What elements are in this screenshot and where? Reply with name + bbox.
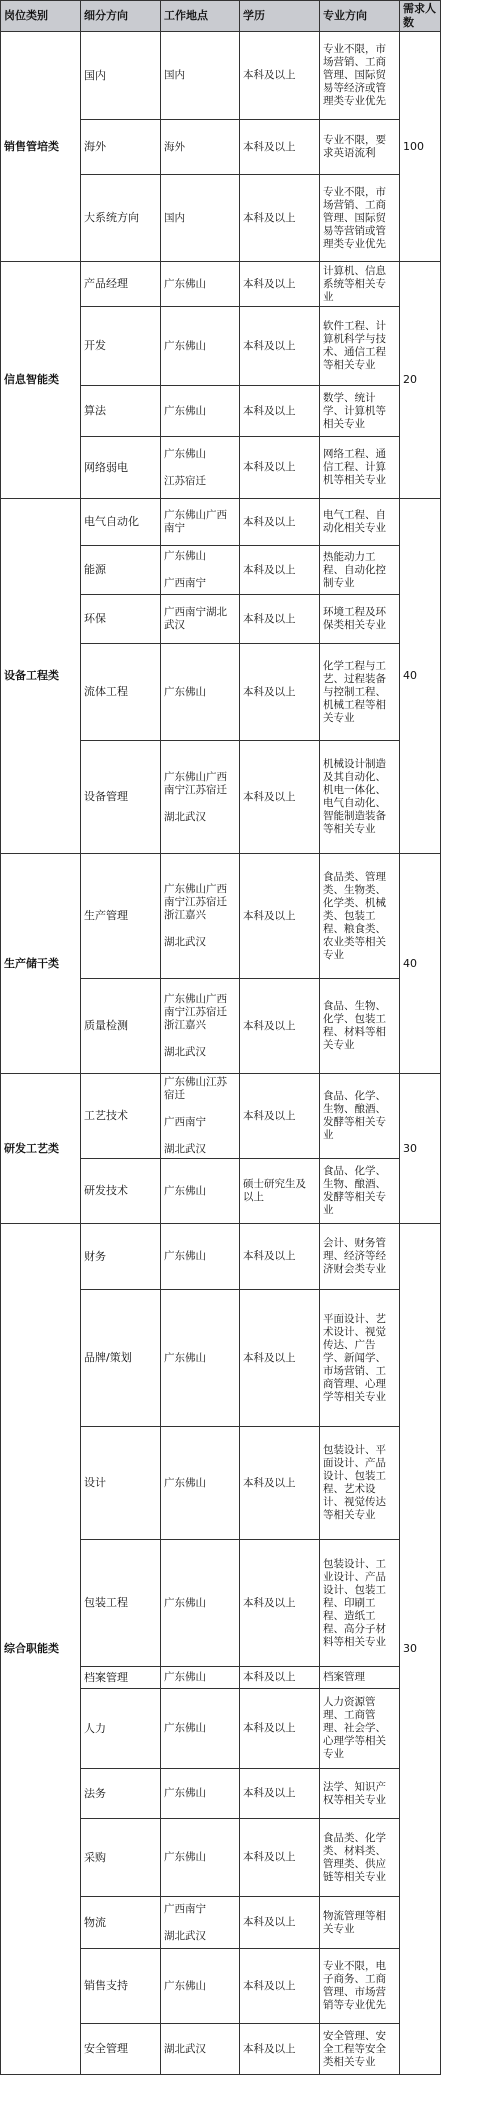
subdirection-cell: 产品经理 bbox=[81, 262, 161, 307]
major-cell: 食品、化学、生物、酿酒、发酵等相关专业 bbox=[320, 1074, 400, 1159]
location-cell bbox=[161, 386, 240, 437]
location-text: 湖北武汉 bbox=[164, 810, 206, 823]
subdirection-cell: 品牌/策划 bbox=[81, 1290, 161, 1427]
location-cell bbox=[161, 1949, 240, 2024]
major-cell: 人力资源管理、工商管理、社会学、心理学等相关专业 bbox=[320, 1689, 400, 1769]
subdirection-cell: 大系统方向 bbox=[81, 175, 161, 262]
location-cell bbox=[161, 2024, 240, 2075]
count-cell: 40 bbox=[400, 499, 441, 854]
location-cell bbox=[161, 1819, 240, 1897]
education-cell: 本科及以上 bbox=[240, 1769, 320, 1819]
major-cell: 包装设计、平面设计、产品设计、包装工程、艺术设计、视觉传达等相关专业 bbox=[320, 1427, 400, 1540]
location-text: 广西南宁 bbox=[164, 577, 206, 589]
location-cell bbox=[161, 120, 240, 175]
location-text: 湖北武汉 bbox=[164, 1046, 206, 1058]
education-cell: 本科及以上 bbox=[240, 1074, 320, 1159]
location-cell bbox=[161, 595, 240, 644]
education-cell: 本科及以上 bbox=[240, 854, 320, 979]
education-cell: 本科及以上 bbox=[240, 175, 320, 262]
location-cell bbox=[161, 1159, 240, 1224]
location-text: 国内 bbox=[164, 69, 185, 81]
location-text: 广东佛山 bbox=[164, 339, 206, 352]
major-cell: 专业不限，市场营销、工商管理、国际贸易等营销或管理类专业优先 bbox=[320, 175, 400, 262]
education-cell: 本科及以上 bbox=[240, 1224, 320, 1290]
location-text: 湖北武汉 bbox=[164, 936, 206, 948]
header-count: 需求人数 bbox=[400, 1, 441, 32]
location-text: 广西南宁 bbox=[164, 1902, 206, 1915]
location-text: 广东佛山 bbox=[164, 1979, 206, 1992]
subdirection-cell: 研发技术 bbox=[81, 1159, 161, 1224]
table-body bbox=[1, 32, 441, 2075]
major-cell: 档案管理 bbox=[320, 1667, 400, 1689]
education-cell: 本科及以上 bbox=[240, 32, 320, 120]
table-row bbox=[1, 32, 441, 120]
location-cell bbox=[161, 262, 240, 307]
major-cell: 网络工程、通信工程、计算机等相关专业 bbox=[320, 437, 400, 499]
location-text: 广东佛山 bbox=[164, 1250, 206, 1262]
education-cell: 本科及以上 bbox=[240, 644, 320, 741]
major-cell: 专业不限，市场营销、工商管理、国际贸易等经济或管理类专业优先 bbox=[320, 32, 400, 120]
subdirection-cell: 开发 bbox=[81, 307, 161, 386]
education-cell: 本科及以上 bbox=[240, 1819, 320, 1897]
location-text: 湖北武汉 bbox=[164, 1929, 206, 1942]
location-cell bbox=[161, 437, 240, 499]
location-cell bbox=[161, 1224, 240, 1290]
subdirection-cell: 包装工程 bbox=[81, 1540, 161, 1667]
major-cell: 化学工程与工艺、过程装备与控制工程、机械工程等相关专业 bbox=[320, 644, 400, 741]
major-cell: 包装设计、工业设计、产品设计、包装工程、印刷工程、造纸工程、高分子材料等相关专业 bbox=[320, 1540, 400, 1667]
location-cell bbox=[161, 1897, 240, 1949]
major-cell: 食品、生物、化学、包装工程、材料等相关专业 bbox=[320, 979, 400, 1074]
subdirection-cell: 物流 bbox=[81, 1897, 161, 1949]
location-text: 广东佛山 bbox=[164, 1722, 206, 1734]
location-cell bbox=[161, 741, 240, 854]
major-cell: 环境工程及环保类相关专业 bbox=[320, 595, 400, 644]
subdirection-cell: 安全管理 bbox=[81, 2024, 161, 2075]
location-text: 广东佛山 bbox=[164, 550, 206, 562]
subdirection-cell: 流体工程 bbox=[81, 644, 161, 741]
location-text: 广东佛山 bbox=[164, 1851, 206, 1863]
location-text: 广东佛山 bbox=[164, 1351, 206, 1364]
subdirection-cell: 设备管理 bbox=[81, 741, 161, 854]
subdirection-cell: 海外 bbox=[81, 120, 161, 175]
location-text: 广东佛山 bbox=[164, 277, 206, 290]
location-text: 广东佛山 bbox=[164, 1184, 206, 1197]
location-text: 湖北武汉 bbox=[164, 1143, 206, 1155]
subdirection-cell: 质量检测 bbox=[81, 979, 161, 1074]
subdirection-cell: 电气自动化 bbox=[81, 499, 161, 546]
category-cell: 研发工艺类 bbox=[1, 1074, 81, 1224]
table-row bbox=[1, 262, 441, 307]
location-text: 江苏宿迁 bbox=[164, 474, 206, 487]
major-cell: 软件工程、计算机科学与技术、通信工程等相关专业 bbox=[320, 307, 400, 386]
location-text: 广东佛山 bbox=[164, 447, 206, 460]
education-cell: 本科及以上 bbox=[240, 262, 320, 307]
major-cell: 数学、统计学、计算机等相关专业 bbox=[320, 386, 400, 437]
education-cell: 本科及以上 bbox=[240, 595, 320, 644]
category-cell: 信息智能类 bbox=[1, 262, 81, 499]
location-text: 广东佛山 bbox=[164, 1476, 206, 1489]
location-cell bbox=[161, 546, 240, 595]
education-cell: 本科及以上 bbox=[240, 1897, 320, 1949]
education-cell: 本科及以上 bbox=[240, 1540, 320, 1667]
subdirection-cell: 采购 bbox=[81, 1819, 161, 1897]
education-cell: 本科及以上 bbox=[240, 499, 320, 546]
major-cell: 物流管理等相关专业 bbox=[320, 1897, 400, 1949]
location-text: 广东佛山江苏宿迁 bbox=[164, 1076, 227, 1101]
education-cell: 本科及以上 bbox=[240, 1667, 320, 1689]
category-cell: 综合职能类 bbox=[1, 1224, 81, 2075]
count-cell: 100 bbox=[400, 32, 441, 262]
category-cell: 生产储干类 bbox=[1, 854, 81, 1074]
count-cell: 40 bbox=[400, 854, 441, 1074]
location-text: 广东佛山 bbox=[164, 685, 206, 698]
location-cell bbox=[161, 1540, 240, 1667]
subdirection-cell: 网络弱电 bbox=[81, 437, 161, 499]
major-cell: 食品类、管理类、生物类、化学类、机械类、包装工程、粮食类、农业类等相关专业 bbox=[320, 854, 400, 979]
education-cell: 本科及以上 bbox=[240, 546, 320, 595]
subdirection-cell: 设计 bbox=[81, 1427, 161, 1540]
table-row bbox=[1, 1074, 441, 1159]
subdirection-cell: 国内 bbox=[81, 32, 161, 120]
major-cell: 法学、知识产权等相关专业 bbox=[320, 1769, 400, 1819]
location-text: 国内 bbox=[164, 211, 185, 224]
location-cell bbox=[161, 175, 240, 262]
location-cell bbox=[161, 1290, 240, 1427]
header-education: 学历 bbox=[240, 1, 320, 32]
major-cell: 安全管理、安全工程等安全类相关专业 bbox=[320, 2024, 400, 2075]
subdirection-cell: 算法 bbox=[81, 386, 161, 437]
education-cell: 本科及以上 bbox=[240, 2024, 320, 2075]
education-cell: 本科及以上 bbox=[240, 386, 320, 437]
location-cell bbox=[161, 32, 240, 120]
education-cell: 本科及以上 bbox=[240, 979, 320, 1074]
location-cell bbox=[161, 499, 240, 546]
location-cell bbox=[161, 854, 240, 979]
education-cell: 本科及以上 bbox=[240, 1689, 320, 1769]
major-cell: 专业不限，电子商务、工商管理、市场营销等专业优先 bbox=[320, 1949, 400, 2024]
subdirection-cell: 生产管理 bbox=[81, 854, 161, 979]
category-cell: 销售管培类 bbox=[1, 32, 81, 262]
subdirection-cell: 人力 bbox=[81, 1689, 161, 1769]
location-cell bbox=[161, 1427, 240, 1540]
major-cell: 会计、财务管理、经济等经济财会类专业 bbox=[320, 1224, 400, 1290]
education-cell: 本科及以上 bbox=[240, 1949, 320, 2024]
location-cell bbox=[161, 307, 240, 386]
header-location: 工作地点 bbox=[161, 1, 240, 32]
major-cell: 食品、化学、生物、酿酒、发酵等相关专业 bbox=[320, 1159, 400, 1224]
count-cell: 20 bbox=[400, 262, 441, 499]
subdirection-cell: 能源 bbox=[81, 546, 161, 595]
major-cell: 电气工程、自动化相关专业 bbox=[320, 499, 400, 546]
major-cell: 机械设计制造及其自动化、机电一体化、电气自动化、智能制造装备等相关专业 bbox=[320, 741, 400, 854]
subdirection-cell: 环保 bbox=[81, 595, 161, 644]
education-cell: 本科及以上 bbox=[240, 437, 320, 499]
category-cell: 设备工程类 bbox=[1, 499, 81, 854]
subdirection-cell: 法务 bbox=[81, 1769, 161, 1819]
header-row bbox=[1, 1, 441, 32]
location-text: 广东佛山 bbox=[164, 1787, 206, 1799]
location-text: 广东佛山广西南宁江苏宿迁浙江嘉兴 bbox=[164, 883, 227, 921]
education-cell: 本科及以上 bbox=[240, 307, 320, 386]
header-major: 专业方向 bbox=[320, 1, 400, 32]
education-cell: 本科及以上 bbox=[240, 1427, 320, 1540]
major-cell: 热能动力工程、自动化控制专业 bbox=[320, 546, 400, 595]
subdirection-cell: 财务 bbox=[81, 1224, 161, 1290]
subdirection-cell: 工艺技术 bbox=[81, 1074, 161, 1159]
location-text: 广西南宁 bbox=[164, 1116, 206, 1128]
major-cell: 平面设计、艺术设计、视觉传达、广告学、新闻学、市场营销、工商管理、心理学等相关专业 bbox=[320, 1290, 400, 1427]
location-text: 广东佛山 bbox=[164, 1596, 206, 1609]
subdirection-cell: 销售支持 bbox=[81, 1949, 161, 2024]
location-text: 广西南宁湖北武汉 bbox=[164, 606, 227, 631]
location-cell bbox=[161, 979, 240, 1074]
table-row bbox=[1, 499, 441, 546]
location-text: 广东佛山广西南宁江苏宿迁浙江嘉兴 bbox=[164, 993, 227, 1031]
education-cell: 本科及以上 bbox=[240, 741, 320, 854]
location-text: 广东佛山 bbox=[164, 1671, 206, 1683]
location-text: 广东佛山广西南宁 bbox=[164, 509, 227, 534]
table-row bbox=[1, 1224, 441, 1290]
location-cell bbox=[161, 644, 240, 741]
education-cell: 硕士研究生及以上 bbox=[240, 1159, 320, 1224]
education-cell: 本科及以上 bbox=[240, 120, 320, 175]
major-cell: 食品类、化学类、材料类、管理类、供应链等相关专业 bbox=[320, 1819, 400, 1897]
location-cell bbox=[161, 1667, 240, 1689]
location-text: 广东佛山 bbox=[164, 404, 206, 417]
count-cell: 30 bbox=[400, 1074, 441, 1224]
header-category: 岗位类别 bbox=[1, 1, 81, 32]
location-cell bbox=[161, 1769, 240, 1819]
location-cell bbox=[161, 1074, 240, 1159]
count-cell: 30 bbox=[400, 1224, 441, 2075]
education-cell: 本科及以上 bbox=[240, 1290, 320, 1427]
major-cell: 专业不限，要求英语流利 bbox=[320, 120, 400, 175]
location-text: 湖北武汉 bbox=[164, 2042, 206, 2055]
location-cell bbox=[161, 1689, 240, 1769]
table-row bbox=[1, 854, 441, 979]
location-text: 海外 bbox=[164, 140, 185, 153]
header-subdirection: 细分方向 bbox=[81, 1, 161, 32]
subdirection-cell: 档案管理 bbox=[81, 1667, 161, 1689]
major-cell: 计算机、信息系统等相关专业 bbox=[320, 262, 400, 307]
location-text: 广东佛山广西南宁江苏宿迁 bbox=[164, 770, 227, 796]
